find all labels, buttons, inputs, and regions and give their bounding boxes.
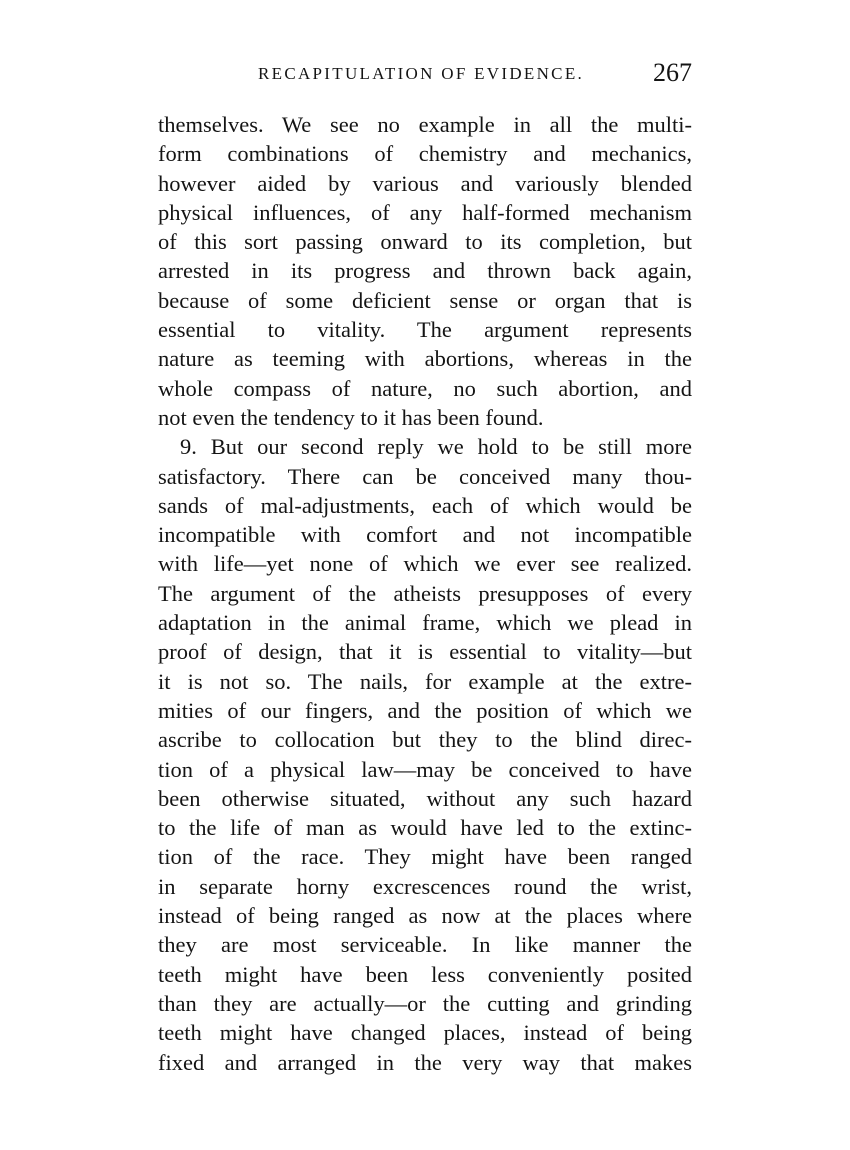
text-line: nature as teeming with abortions, whereas in the [158, 346, 692, 372]
text-line: because of some deficient sense or organ that is [158, 287, 692, 313]
text-line: adaptation in the animal frame, which we plead in [158, 610, 692, 636]
text-line: instead of being ranged as now at the places where [158, 903, 692, 929]
text-line: ascribe to collocation but they to the blind direc- [158, 727, 692, 753]
text-line: not even the tendency to it has been found. [158, 404, 544, 430]
text-line: sands of mal-adjustments, each of which would be [158, 492, 692, 518]
text-line: teeth might have been less conveniently posited [158, 961, 692, 987]
text-line: satisfactory. There can be conceived many thou- [158, 463, 692, 489]
text-line: incompatible with comfort and not incompatible [158, 522, 692, 548]
text-line: fixed and arranged in the very way that makes [158, 1049, 692, 1075]
text-line: essential to vitality. The argument represents [158, 317, 692, 343]
text-line: tion of a physical law—may be conceived to have [158, 756, 692, 782]
text-line: The argument of the atheists presupposes of every [158, 580, 692, 606]
text-line: proof of design, that it is essential to vitality—but [158, 639, 692, 665]
text-line: it is not so. The nails, for example at the extre- [158, 668, 692, 694]
text-line: mities of our fingers, and the position of which we [158, 697, 692, 723]
text-line: physical influences, of any half-formed mechanism [158, 199, 692, 225]
text-line: tion of the race. They might have been ranged [158, 844, 692, 870]
body-text [158, 110, 692, 1077]
text-line: been otherwise situated, without any such hazard [158, 785, 692, 811]
text-line: themselves. We see no example in all the multi- [158, 112, 692, 137]
paragraph-start-line: 9. But our second reply we hold to be still more [180, 434, 692, 460]
running-head [158, 58, 692, 92]
text-line: arrested in its progress and thrown back again, [158, 258, 692, 284]
running-title: RECAPITULATION OF EVIDENCE. [258, 64, 585, 83]
text-line: form combinations of chemistry and mechanics, [158, 141, 692, 167]
text-line: to the life of man as would have led to the extinc- [158, 815, 692, 841]
text-line: teeth might have changed places, instead of being [158, 1020, 692, 1046]
text-line: however aided by various and variously blended [158, 170, 692, 196]
text-line: than they are actually—or the cutting and grinding [158, 990, 692, 1016]
text-line: with life—yet none of which we ever see realized. [158, 551, 692, 577]
text-line: in separate horny excrescences round the wrist, [158, 873, 692, 899]
page-number: 267 [653, 58, 692, 87]
text-line: of this sort passing onward to its completion, but [158, 229, 692, 255]
text-line: whole compass of nature, no such abortion, and [158, 375, 692, 401]
text-line: they are most serviceable. In like manner the [158, 932, 692, 958]
